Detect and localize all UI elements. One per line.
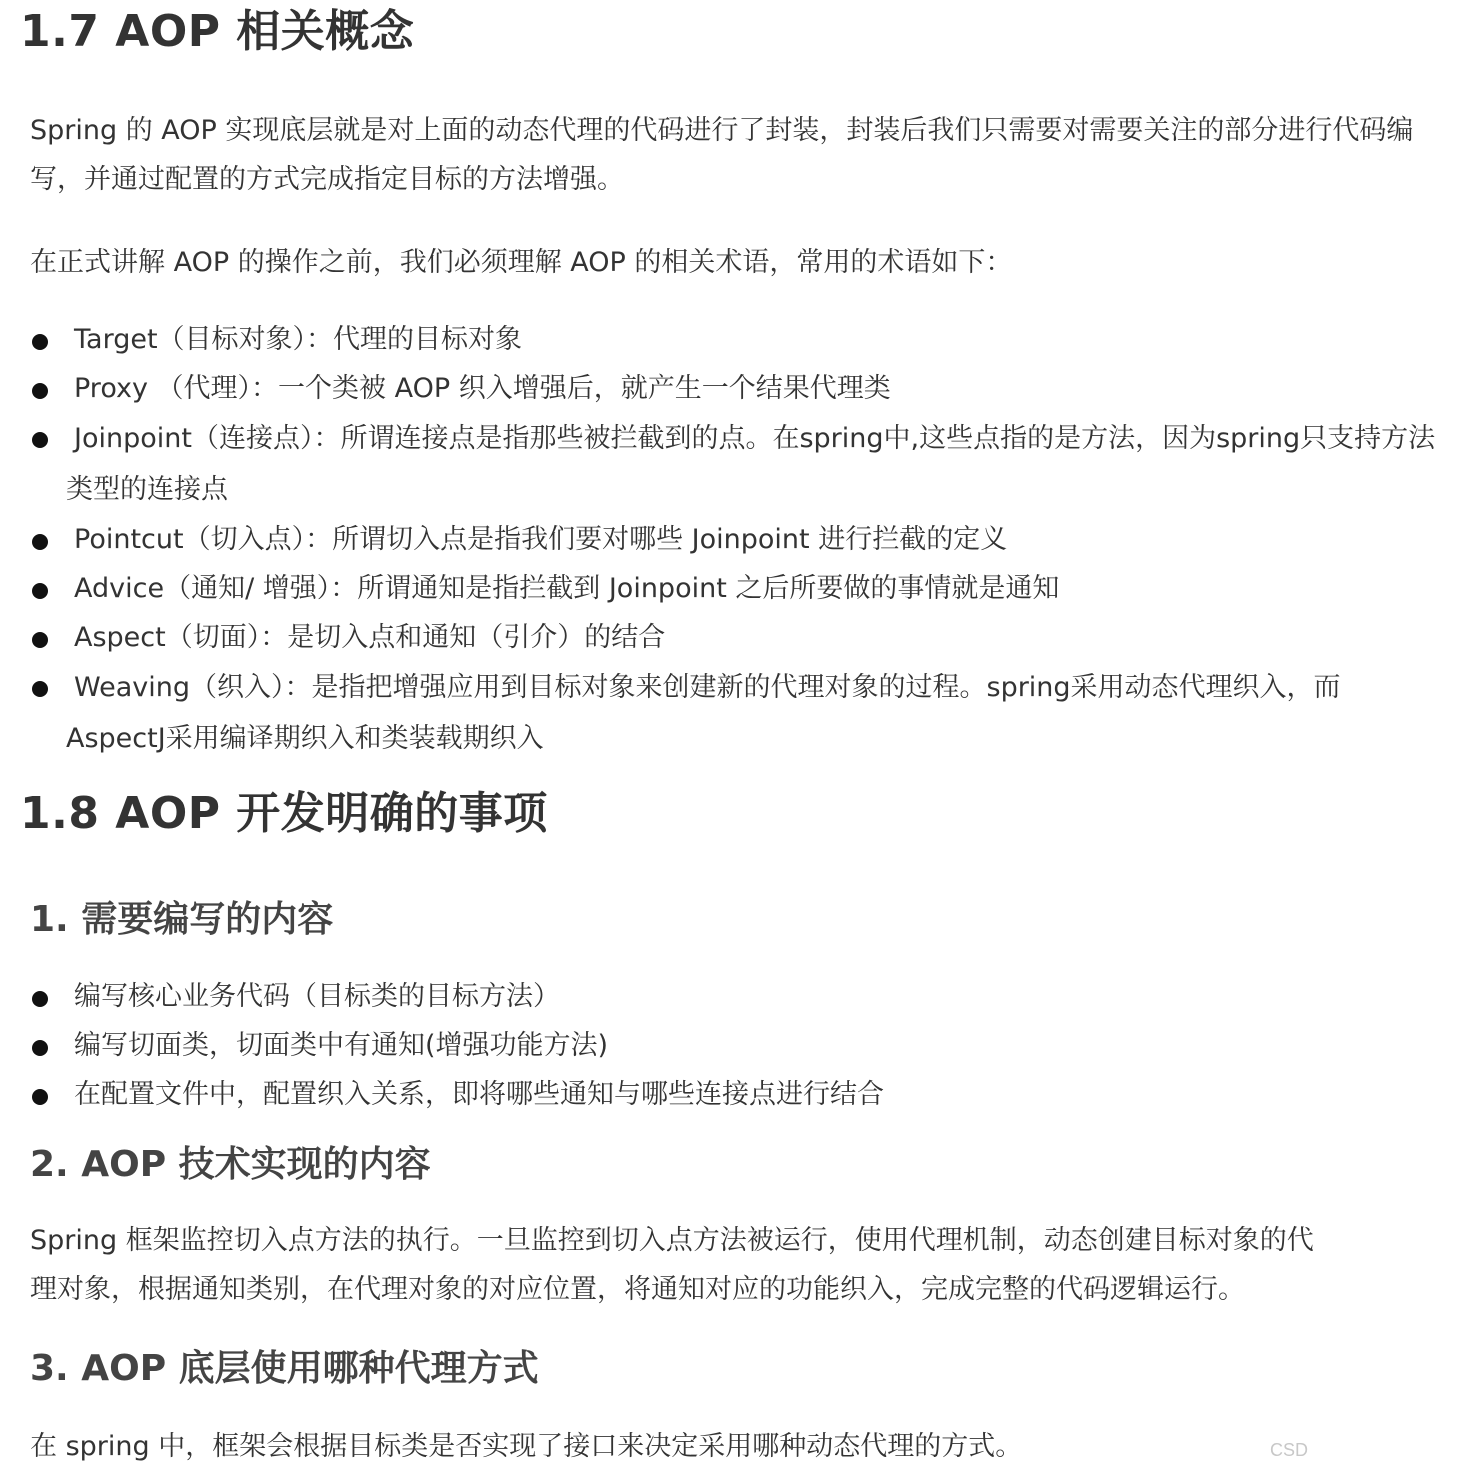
bullet-icon [32, 632, 48, 648]
bullet-icon [32, 991, 48, 1007]
section-1-7-intro: Spring 的 AOP 实现底层就是对上面的动态代理的代码进行了封装，封装后我们只需要对需要关注的部分进行代码编写，并通过配置的方式完成指定目标的方法增强。 [30, 115, 1414, 195]
bullet-icon [32, 1089, 48, 1105]
list-item [30, 1070, 1440, 1119]
list-item [30, 1021, 1440, 1070]
watermark: CSD [1270, 1440, 1309, 1460]
list-item-text: 编写核心业务代码（目标类的目标方法） [74, 981, 560, 1012]
bullet-icon [32, 1040, 48, 1056]
list-item-text: 编写切面类，切面类中有通知(增强功能方法) [74, 1030, 609, 1061]
term-proxy: Proxy （代理）：一个类被 AOP 织入增强后，就产生一个结果代理类 [74, 373, 891, 404]
term-target: Target（目标对象）：代理的目标对象 [74, 324, 523, 355]
term-weaving: Weaving（织入）：是指把增强应用到目标对象来创建新的代理对象的过程。spring采用动态代理织入，而AspectJ采用编译期织入和类装载期织入 [66, 672, 1341, 754]
section-1-8-title: 1.8 AOP 开发明确的事项 [20, 788, 548, 839]
list-item [30, 662, 1440, 764]
list-item [30, 613, 1440, 662]
list-item-text: 在配置文件中，配置织入关系，即将哪些通知与哪些连接点进行结合 [74, 1079, 884, 1110]
term-aspect: Aspect（切面）：是切入点和通知（引介）的结合 [74, 622, 666, 653]
bullet-icon [32, 681, 48, 697]
term-pointcut: Pointcut（切入点）：所谓切入点是指我们要对哪些 Joinpoint 进行拦截的定义 [74, 524, 1008, 555]
content-to-write-list [30, 972, 1440, 1119]
list-item [30, 364, 1440, 413]
list-item [30, 972, 1440, 1021]
subsection-2-text: Spring 框架监控切入点方法的执行。一旦监控到切入点方法被运行，使用代理机制，动态创建目标对象的代理对象，根据通知类别，在代理对象的对应位置，将通知对应的功能织入，完成完整的代码逻辑运行。 [30, 1225, 1314, 1305]
list-item [30, 413, 1440, 515]
subsection-1-title: 1. 需要编写的内容 [30, 899, 334, 940]
section-1-7-title: 1.7 AOP 相关概念 [20, 6, 415, 57]
aop-terms-list [30, 315, 1440, 764]
bullet-icon [32, 583, 48, 599]
bullet-icon [32, 383, 48, 399]
subsection-3-title: 3. AOP 底层使用哪种代理方式 [30, 1348, 539, 1389]
term-joinpoint: Joinpoint（连接点）：所谓连接点是指那些被拦截到的点。在spring中,这些点指的是方法，因为spring只支持方法类型的连接点 [66, 423, 1436, 505]
bullet-icon [32, 534, 48, 550]
list-item [30, 515, 1440, 564]
list-item [30, 315, 1440, 364]
bullet-icon [32, 334, 48, 350]
section-1-7-lead: 在正式讲解 AOP 的操作之前，我们必须理解 AOP 的相关术语，常用的术语如下： [30, 247, 1013, 278]
subsection-2-title: 2. AOP 技术实现的内容 [30, 1144, 431, 1185]
list-item [30, 564, 1440, 613]
subsection-3-text: 在 spring 中，框架会根据目标类是否实现了接口来决定采用哪种动态代理的方式。 [30, 1431, 1023, 1462]
term-advice: Advice（通知/ 增强）：所谓通知是指拦截到 Joinpoint 之后所要做的事情就是通知 [74, 573, 1060, 604]
bullet-icon [32, 432, 48, 448]
